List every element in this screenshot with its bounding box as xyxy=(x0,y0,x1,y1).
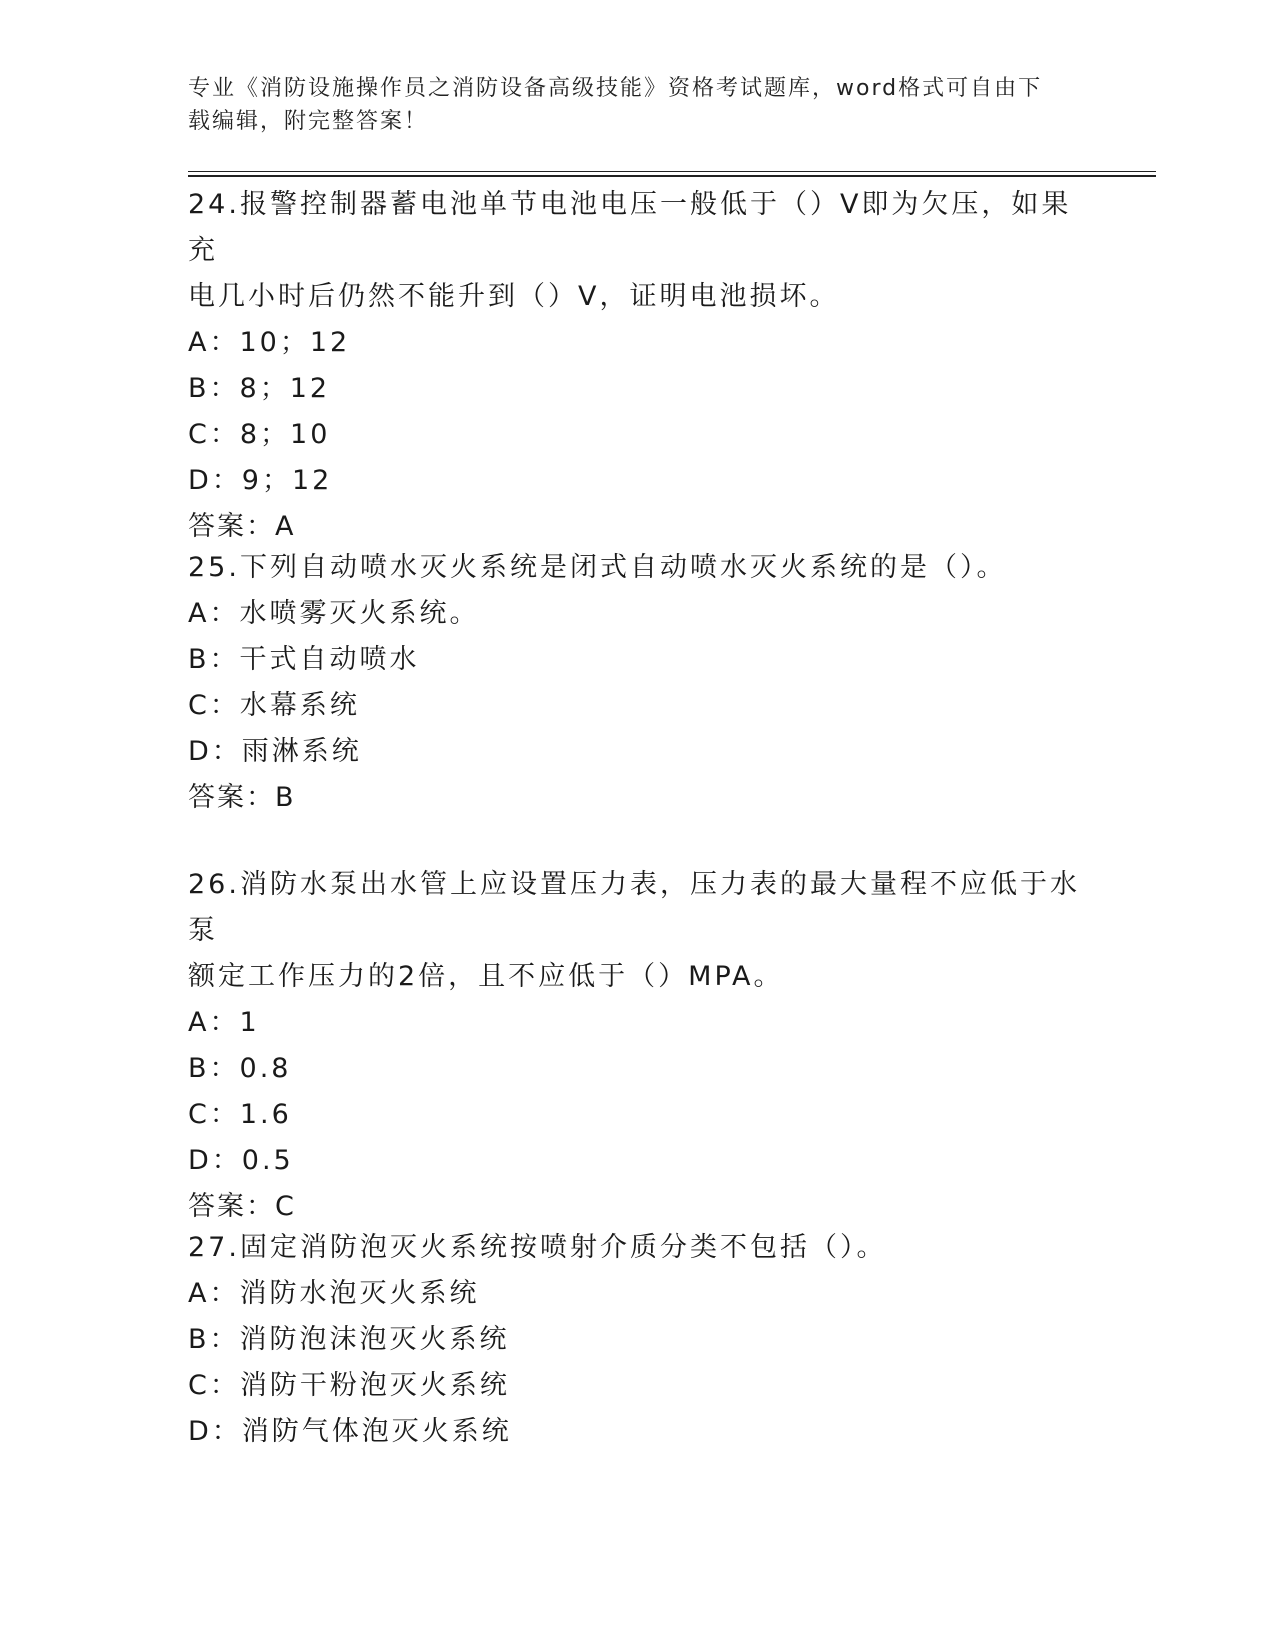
option-d: D：雨淋系统 xyxy=(188,736,362,767)
document-header xyxy=(188,72,1078,138)
question-24 xyxy=(188,182,1088,550)
answer: 答案：A xyxy=(188,511,296,542)
question-text-line: 额定工作压力的2倍，且不应低于（）MPA。 xyxy=(188,961,784,992)
question-25 xyxy=(188,545,1088,821)
option-a: A：1 xyxy=(188,1007,260,1038)
header-divider-thick xyxy=(188,175,1156,177)
option-b: B：消防泡沫泡灭火系统 xyxy=(188,1324,510,1355)
option-b: B：0.8 xyxy=(188,1053,292,1084)
question-text-line: 电几小时后仍然不能升到（）V，证明电池损坏。 xyxy=(188,281,840,312)
option-c: C：8；10 xyxy=(188,419,331,450)
option-b: B：干式自动喷水 xyxy=(188,644,420,675)
option-d: D：消防气体泡灭火系统 xyxy=(188,1416,512,1447)
option-a: A：消防水泡灭火系统 xyxy=(188,1278,480,1309)
header-line-1: 专业《消防设施操作员之消防设备高级技能》资格考试题库，word格式可自由下 xyxy=(188,76,1043,101)
question-text-line: 24.报警控制器蓄电池单节电池电压一般低于（）V即为欠压，如果充 xyxy=(188,189,1072,266)
option-c: C：1.6 xyxy=(188,1099,292,1130)
answer: 答案：C xyxy=(188,1191,296,1222)
option-a: A：水喷雾灭火系统。 xyxy=(188,598,480,629)
answer: 答案：B xyxy=(188,782,296,813)
option-c: C：消防干粉泡灭火系统 xyxy=(188,1370,510,1401)
header-line-2: 载编辑，附完整答案！ xyxy=(188,109,429,134)
question-26 xyxy=(188,862,1088,1230)
question-27 xyxy=(188,1225,1088,1455)
question-text-line: 25.下列自动喷水灭火系统是闭式自动喷水灭火系统的是（）。 xyxy=(188,552,1007,583)
option-d: D：0.5 xyxy=(188,1145,294,1176)
option-a: A：10；12 xyxy=(188,327,351,358)
question-text-line: 26.消防水泵出水管上应设置压力表，压力表的最大量程不应低于水泵 xyxy=(188,869,1080,946)
option-b: B：8；12 xyxy=(188,373,331,404)
option-c: C：水幕系统 xyxy=(188,690,360,721)
header-divider-thin xyxy=(188,171,1156,172)
option-d: D：9；12 xyxy=(188,465,333,496)
question-text-line: 27.固定消防泡灭火系统按喷射介质分类不包括（）。 xyxy=(188,1232,887,1263)
